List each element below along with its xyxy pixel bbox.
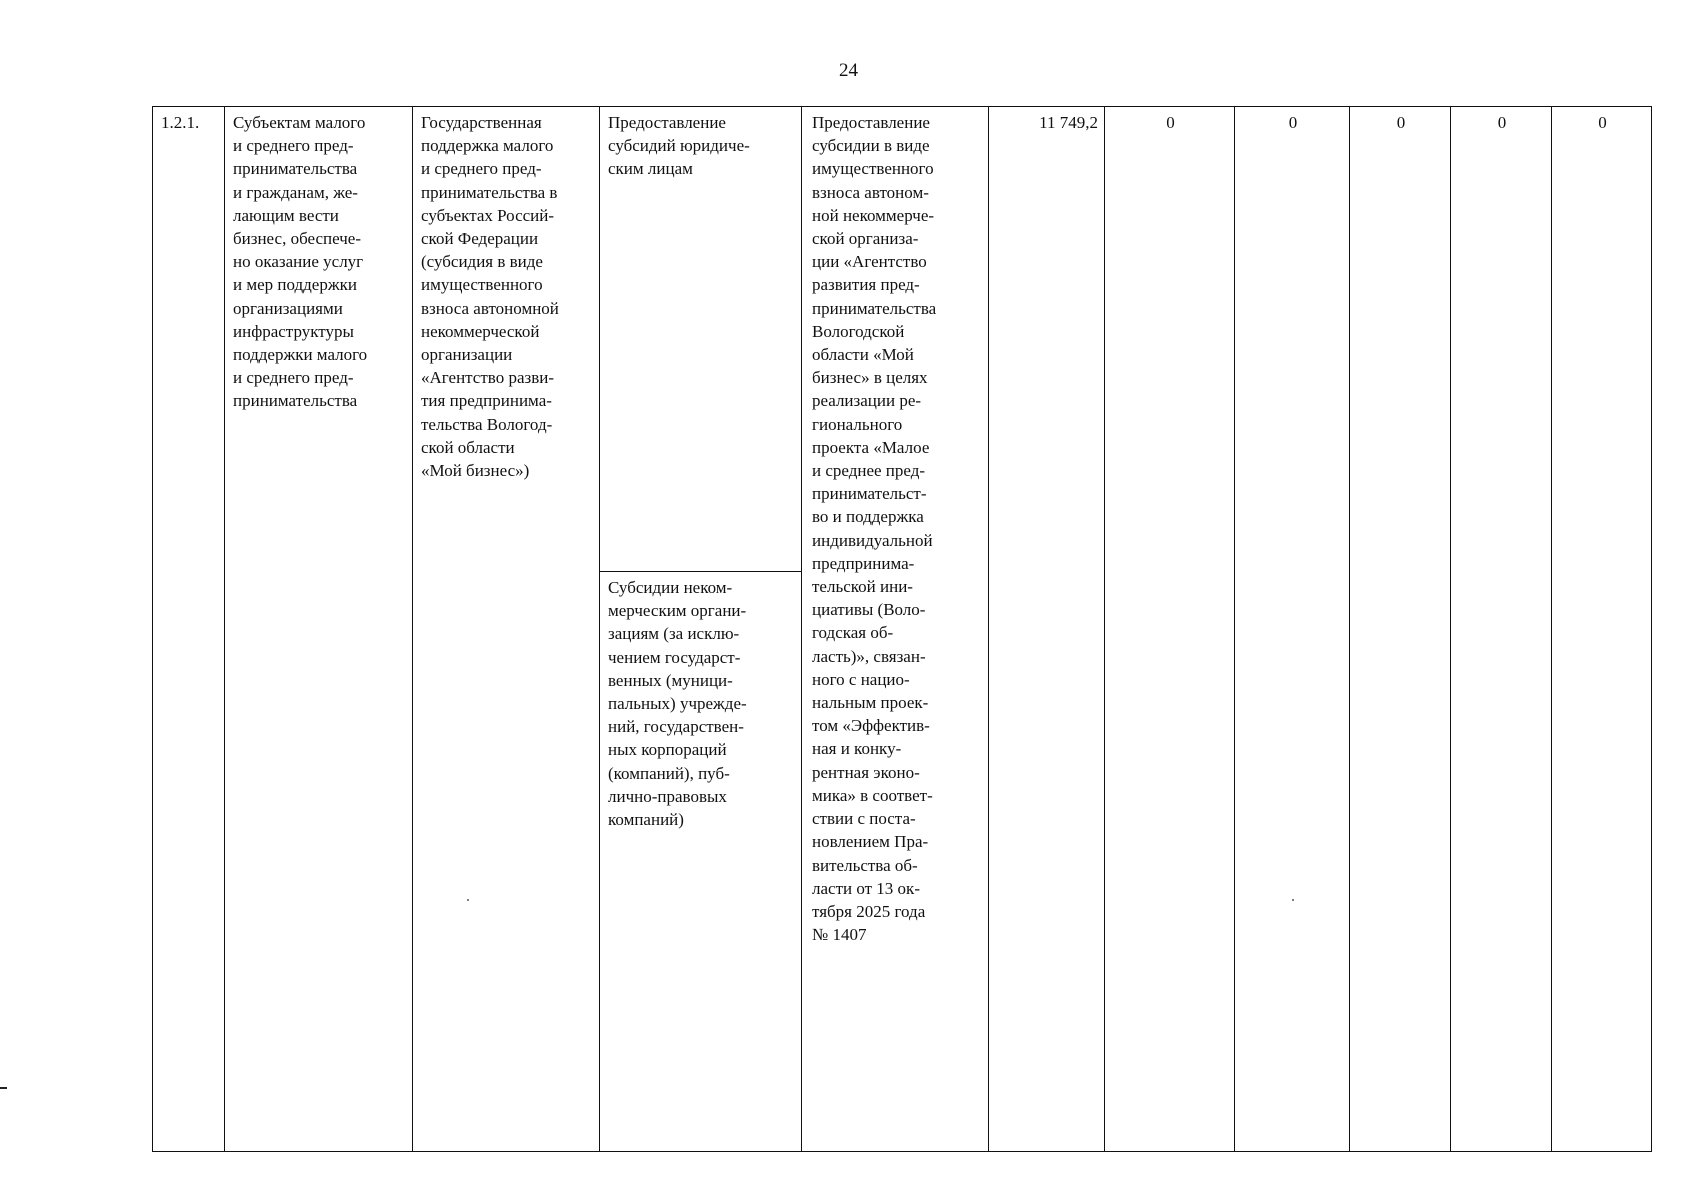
speck [1292,899,1294,901]
result-cell: Субъектам малого и среднего пред- принимательства и гражданам, же- лающим вести бизнес, обеспече- но оказание услуг и мер поддержки организациями инфраструктуры поддержки малого и среднего пред- принимательства [225,107,413,1152]
speck [467,899,469,901]
page-number: 24 [839,60,858,81]
description-cell: Предоставление субсидии в виде имущественного взноса автоном- ной некоммерче- ской организа- ции «Агентство развития пред- принимательства Вологодской области «Мой бизнес» в целях реализации ре- гионального проекта «Малое и среднее пред- принимательст- во и поддержка индивидуальной предпринима- тельской ини- циативы (Воло- годская об- ласть)», связан- ного с нацио- нальным проек- том «Эффектив- ная и конку- рентная эконо- мика» в соответ- ствии с поста- новлением Пра- вительства об- ласти от 13 ок- тября 2025 года № 1407 [802,107,989,1152]
table-row [153,107,1652,572]
row-number: 1.2.1. [153,107,225,1152]
value-cell: 0 [1350,107,1451,1152]
measure-cell-a: Предоставление субсидий юридиче- ским лицам [600,107,802,572]
expense-type-cell: Государственная поддержка малого и среднего пред- принимательства в субъектах Россий- ской Федерации (субсидия в виде имущественного взноса автономной некоммерческой организации «Агентство разви- тия предпринима- тельства Вологод- ской области «Мой бизнес») [413,107,600,1152]
value-cell: 0 [1105,107,1235,1152]
value-cell: 0 [1235,107,1350,1152]
value-cell: 0 [1552,107,1652,1152]
amount-cell: 11 749,2 [989,107,1105,1152]
value-cell: 0 [1451,107,1552,1152]
program-table [152,106,1652,1152]
measure-cell-b: Субсидии неком- мерческим органи- зациям (за исклю- чением государст- венных (муници- пальных) учрежде- ний, государствен- ных корпораций (компаний), пуб- лично-правовых компаний) [600,572,802,1152]
margin-mark [0,1087,7,1089]
